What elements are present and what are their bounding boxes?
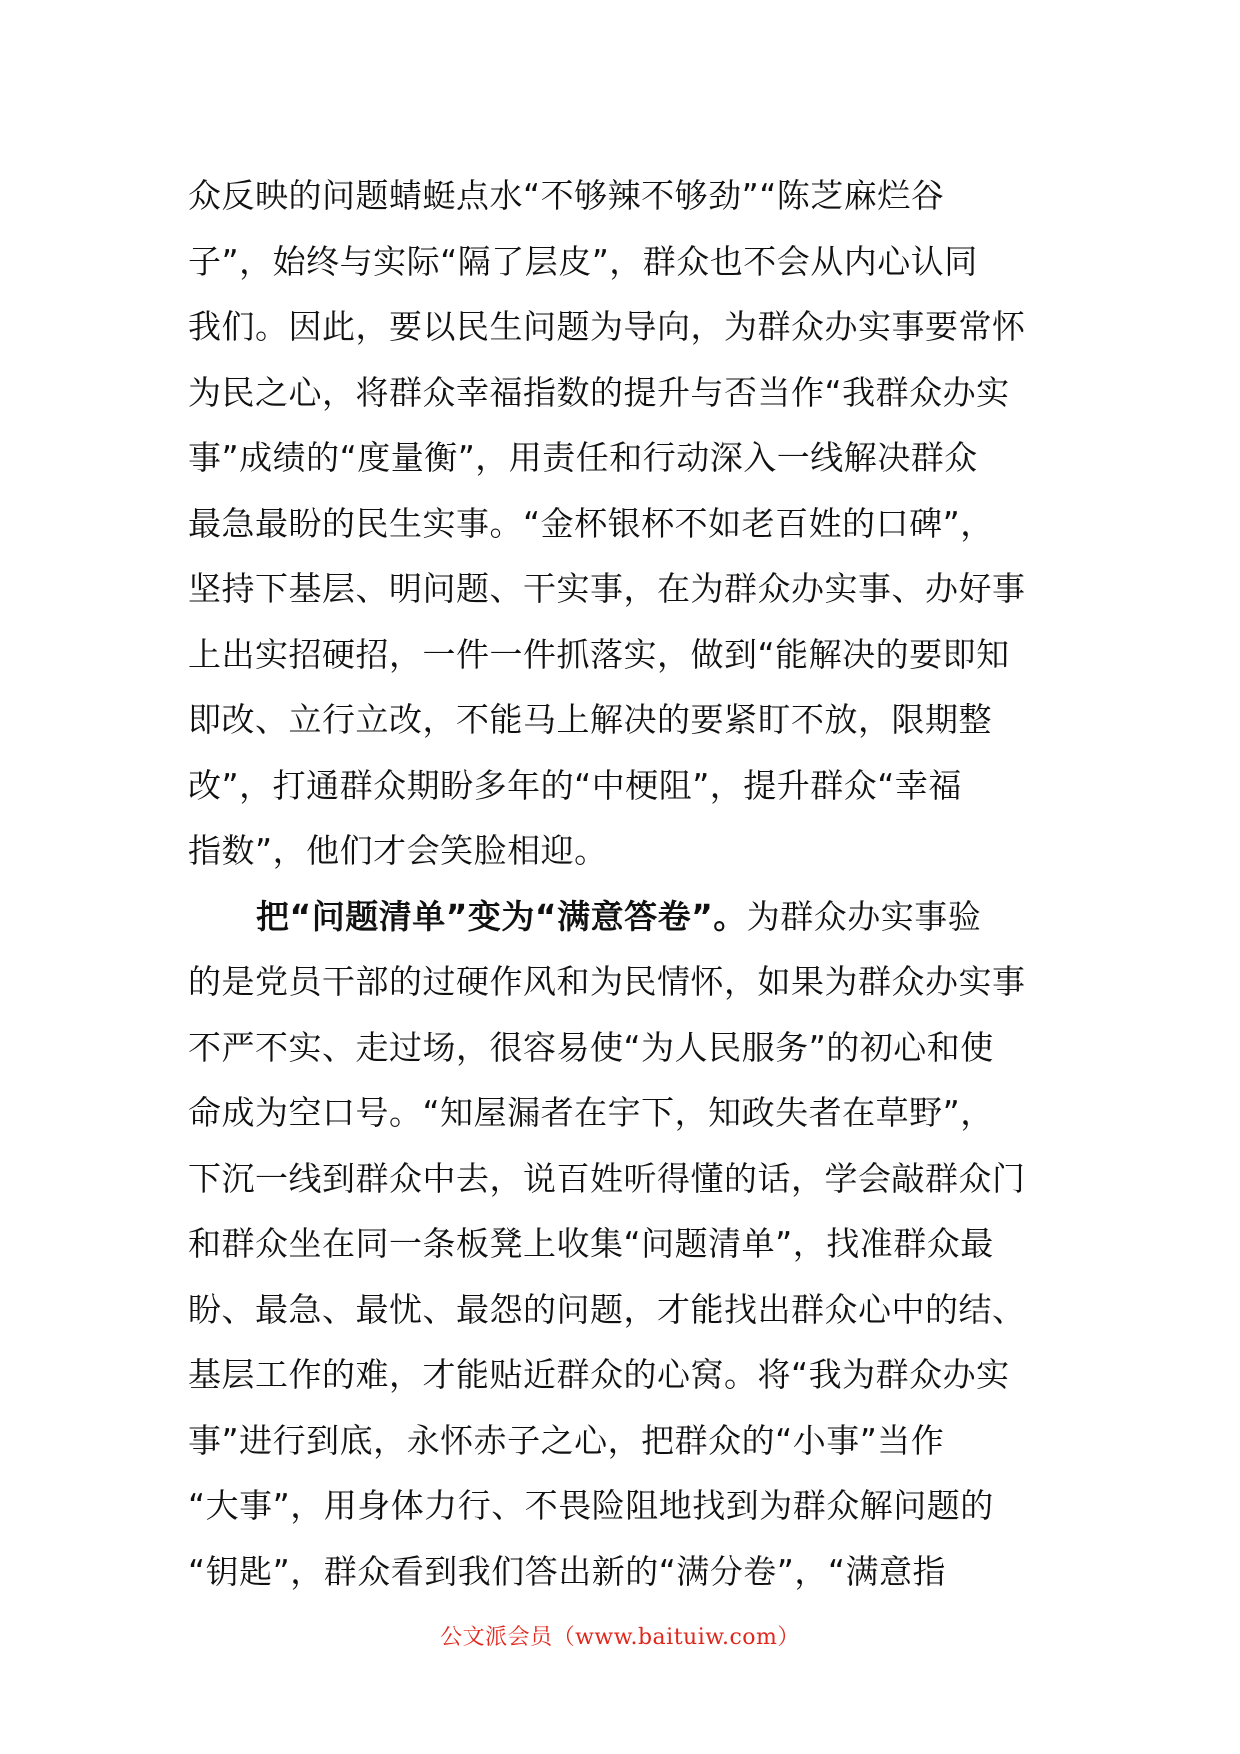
text-line: 不严不实、走过场，很容易使“为人民服务”的初心和使	[188, 1027, 994, 1067]
text-line: 基层工作的难，才能贴近群众的心窝。将“我为群众办实	[188, 1355, 1010, 1394]
paragraph-2-heading: 把“问题清单”变为“满意答卷”。	[256, 896, 747, 936]
paragraph-2	[188, 884, 1058, 1605]
text-line: 即改、立行立改，不能马上解决的要紧盯不放，限期整	[188, 700, 992, 739]
footer-watermark: 公文派会员（www.baituiw.com）	[440, 1625, 800, 1650]
text-line: 事”成绩的“度量衡”，用责任和行动深入一线解决群众	[188, 438, 978, 477]
text-line: 改”，打通群众期盼多年的“中梗阻”，提升群众“幸福	[188, 765, 962, 805]
text-line: 上出实招硬招，一件一件抓落实，做到“能解决的要即知	[188, 634, 1010, 674]
text-line: “钥匙”，群众看到我们答出新的“满分卷”，“满意指	[188, 1551, 946, 1591]
paragraph-1	[188, 163, 1058, 884]
paragraph-2-first-line	[188, 884, 1058, 950]
text-line: 指数”，他们才会笑脸相迎。	[188, 831, 608, 870]
text-line: 为民之心，将群众幸福指数的提升与否当作“我群众办实	[188, 372, 1010, 412]
text-line: 的是党员干部的过硬作风和为民情怀，如果为群众办实事	[188, 962, 1026, 1001]
text-line: 下沉一线到群众中去，说百姓听得懂的话，学会敲群众门	[188, 1158, 1026, 1198]
text-line: 和群众坐在同一条板凳上收集“问题清单”，找准群众最	[188, 1224, 994, 1263]
text-line: 众反映的问题蜻蜓点水“不够辣不够劲”“陈芝麻烂谷	[188, 176, 945, 215]
text-line: 坚持下基层、明问题、干实事，在为群众办实事、办好事	[188, 569, 1026, 608]
text-line: “大事”，用身体力行、不畏险阻地找到为群众解问题的	[188, 1486, 994, 1525]
text-line: 我们。因此，要以民生问题为导向，为群众办实事要常怀	[188, 307, 1026, 346]
text-line: 事”进行到底，永怀赤子之心，把群众的“小事”当作	[188, 1420, 945, 1460]
paragraph-2-first-rest: 为群众办实事验	[746, 896, 982, 936]
text-line: 命成为空口号。“知屋漏者在宇下，知政失者在草野”，	[188, 1093, 994, 1132]
text-line: 盼、最急、最忧、最怨的问题，才能找出群众心中的结、	[188, 1289, 1026, 1329]
text-line: 子”，始终与实际“隔了层皮”，群众也不会从内心认同	[188, 241, 978, 281]
text-line: 最急最盼的民生实事。“金杯银杯不如老百姓的口碑”，	[188, 503, 994, 543]
body-text	[188, 163, 1058, 1604]
